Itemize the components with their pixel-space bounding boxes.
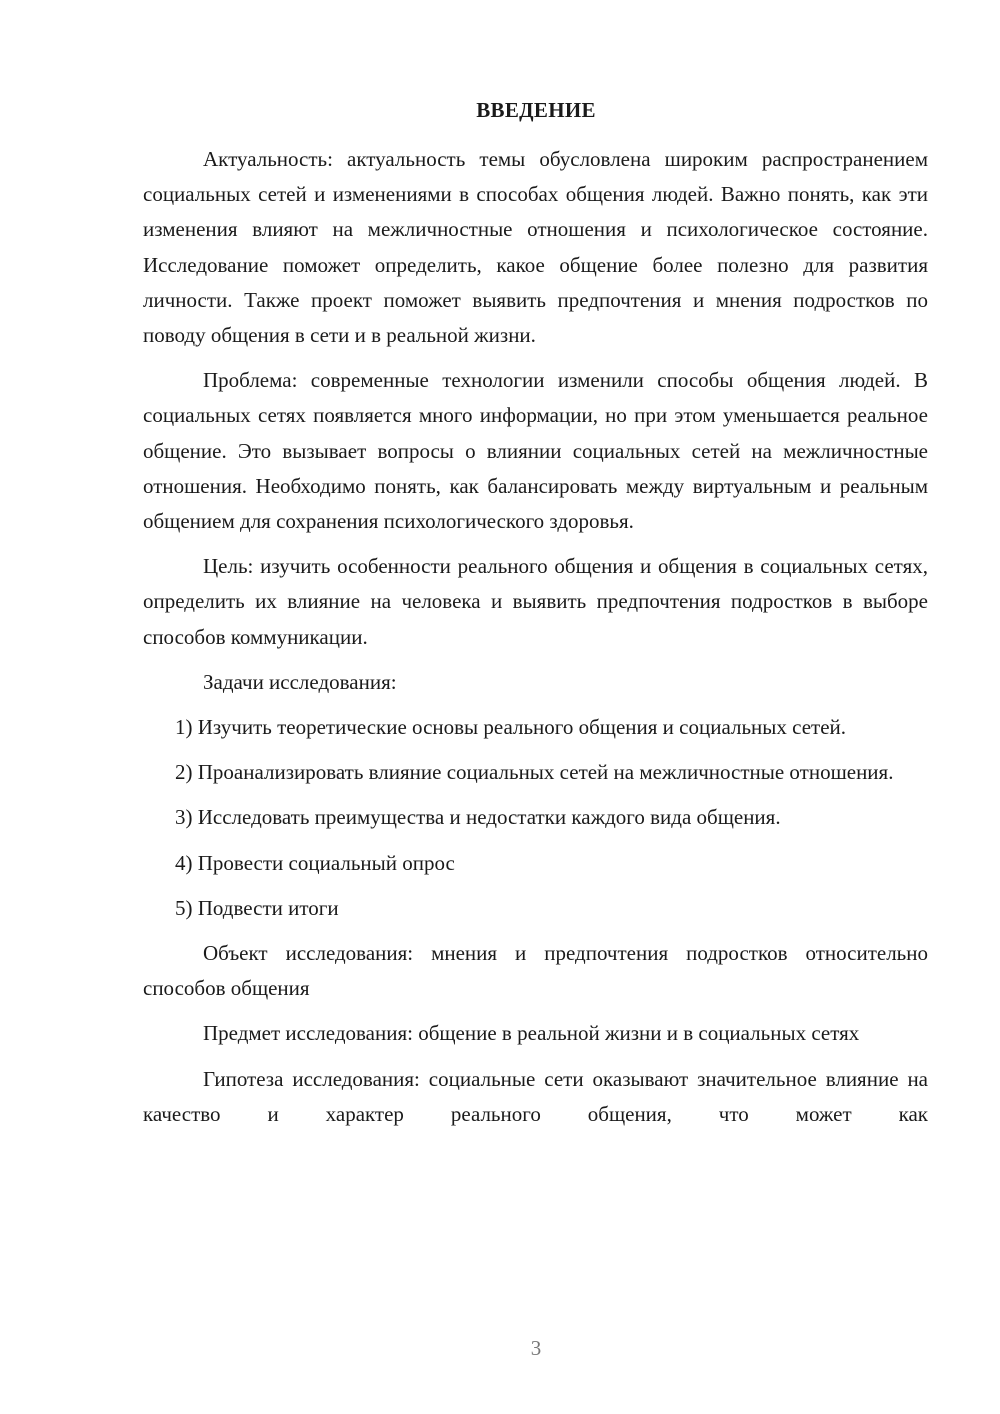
hypothesis-paragraph: Гипотеза исследования: социальные сети оказывают значительное влияние на качество и характер реального общения, что может как bbox=[143, 1066, 928, 1126]
task-item-1: 1) Изучить теоретические основы реального общения и социальных сетей. bbox=[175, 715, 847, 740]
document-body bbox=[143, 142, 928, 1142]
task-item-3: 3) Исследовать преимущества и недостатки каждого вида общения. bbox=[175, 805, 781, 830]
task-item-2: 2) Проанализировать влияние социальных сетей на межличностные отношения. bbox=[175, 760, 894, 785]
problem-paragraph: Проблема: современные технологии изменили способы общения людей. В социальных сетях появляется много информации, но при этом уменьшается реальное общение. Это вызывает вопросы о влиянии социальных сетей на межличностные отношения. Необходимо понять, как балансировать между виртуальным и реальным общением для сохранения психологического здоровья. bbox=[143, 368, 928, 534]
relevance-paragraph: Актуальность: актуальность темы обусловлена широким распространением социальных сетей и изменениями в способах общения людей. Важно понять, как эти изменения влияют на межличностные отношения и психологическое состояние. Исследование поможет определить, какое общение более полезно для развития личности. Также проект поможет выявить предпочтения и мнения подростков по поводу общения в сети и в реальной жизни. bbox=[143, 147, 928, 348]
object-paragraph: Объект исследования: мнения и предпочтения подростков относительно способов общения bbox=[143, 941, 928, 1001]
goal-paragraph: Цель: изучить особенности реального общения и общения в социальных сетях, определить их влияние на человека и выявить предпочтения подростков в выборе способов коммуникации. bbox=[143, 554, 928, 649]
page-number: 3 bbox=[530, 1336, 542, 1360]
task-item-5: 5) Подвести итоги bbox=[175, 895, 339, 920]
tasks-heading: Задачи исследования: bbox=[203, 669, 397, 694]
page-title: ВВЕДЕНИЕ bbox=[476, 98, 596, 122]
subject-paragraph: Предмет исследования: общение в реальной жизни и в социальных сетях bbox=[203, 1021, 860, 1046]
task-item-4: 4) Провести социальный опрос bbox=[175, 850, 455, 875]
